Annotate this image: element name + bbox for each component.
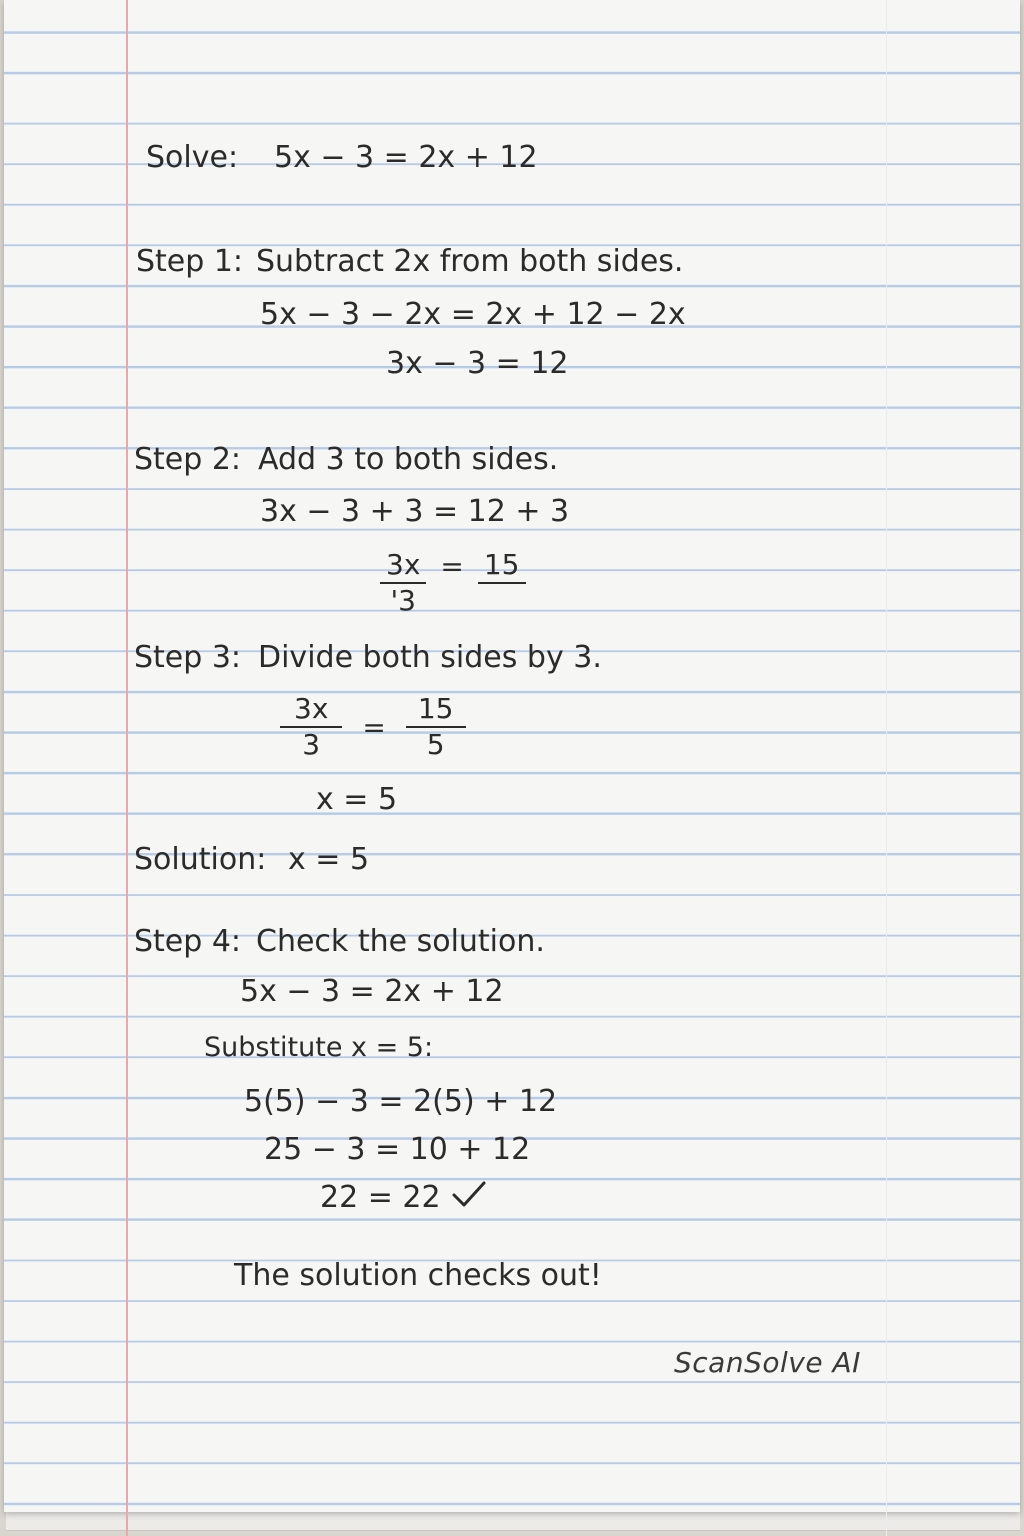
step1-line2: 3x − 3 = 12: [386, 346, 569, 381]
step3-instruction: Divide both sides by 3.: [258, 640, 602, 675]
problem-label: Solve:: [146, 140, 239, 175]
step1-instruction: Subtract 2x from both sides.: [256, 244, 684, 279]
step3-left-fraction: [280, 692, 342, 762]
step2-left-numerator: 3x: [380, 548, 426, 584]
step2-fraction-line: [380, 548, 526, 618]
step2-right-numerator: 15: [478, 548, 526, 584]
step2-right-fraction: [478, 548, 526, 584]
step4-label: Step 4:: [134, 924, 242, 959]
solution-label: Solution:: [134, 842, 267, 877]
step4-equation: 5x − 3 = 2x + 12: [240, 974, 504, 1009]
step2-line1: 3x − 3 + 3 = 12 + 3: [260, 494, 570, 529]
step4-line1: 5(5) − 3 = 2(5) + 12: [244, 1084, 558, 1119]
step4-line3: 22 = 22: [320, 1180, 441, 1215]
step3-left-numerator: 3x: [280, 692, 342, 728]
step2-left-denominator: '3: [390, 584, 416, 617]
step2-equals: =: [440, 549, 464, 583]
step4-conclusion: The solution checks out!: [234, 1258, 602, 1293]
step2-left-fraction: [380, 548, 426, 618]
step3-label: Step 3:: [134, 640, 242, 675]
right-faint-line: [886, 0, 887, 1536]
step3-right-denominator: 5: [426, 728, 445, 761]
step3-fraction-line: [280, 692, 466, 762]
problem-equation: 5x − 3 = 2x + 12: [274, 140, 538, 175]
margin-line: [126, 0, 128, 1536]
step1-label: Step 1:: [136, 244, 244, 279]
step3-right-numerator: 15: [406, 692, 466, 728]
step4-substitute: Substitute x = 5:: [204, 1032, 434, 1063]
signature: ScanSolve AI: [674, 1346, 861, 1379]
step4-line2: 25 − 3 = 10 + 12: [264, 1132, 531, 1167]
step3-result: x = 5: [316, 782, 398, 817]
step3-equals: =: [362, 710, 386, 744]
step1-line1: 5x − 3 − 2x = 2x + 12 − 2x: [260, 297, 686, 332]
step3-left-denominator: 3: [302, 728, 321, 761]
checkmark-icon: [451, 1180, 487, 1217]
step3-right-fraction: [406, 692, 466, 762]
solution-value: x = 5: [288, 842, 370, 877]
step4-line3-row: [320, 1180, 487, 1217]
step2-instruction: Add 3 to both sides.: [258, 442, 559, 477]
step4-instruction: Check the solution.: [256, 924, 545, 959]
step2-label: Step 2:: [134, 442, 242, 477]
